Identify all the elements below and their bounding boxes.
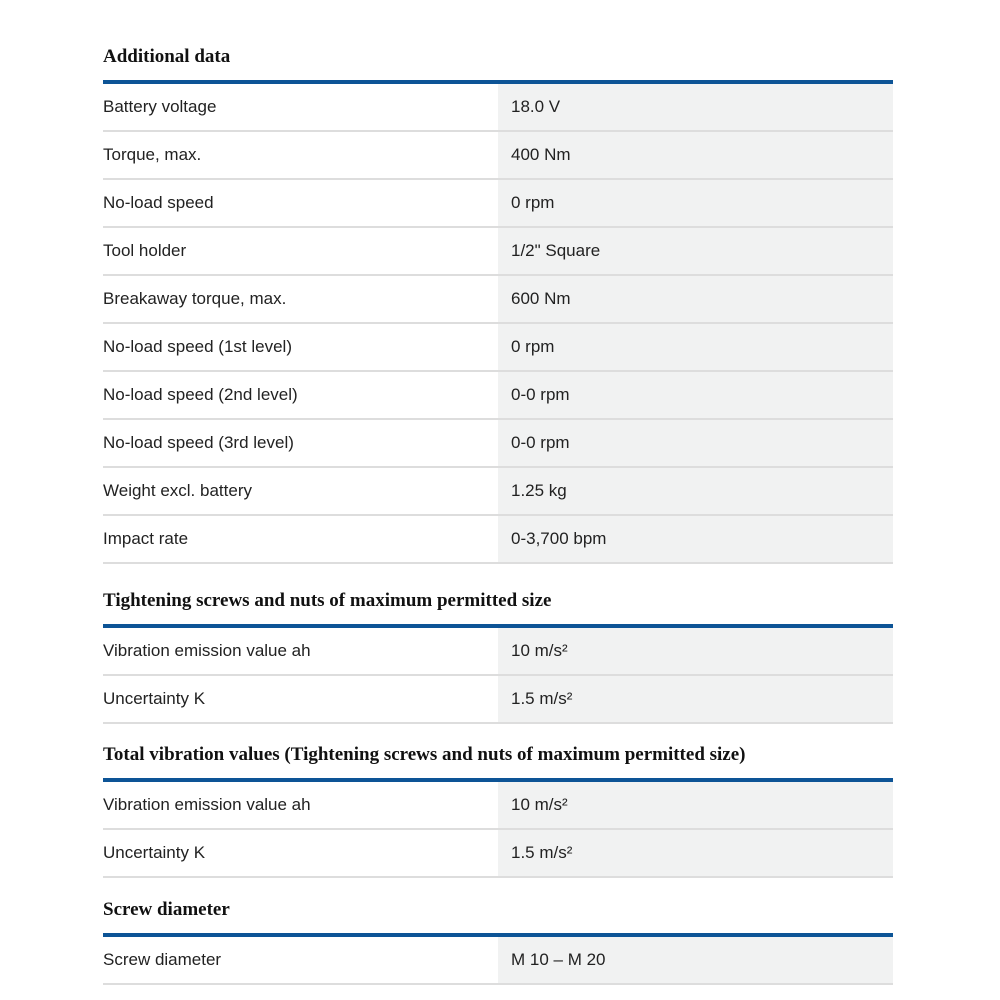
section-screw-diameter	[103, 898, 893, 985]
table-row	[103, 937, 893, 985]
table-row	[103, 132, 893, 180]
section-total-vibration	[103, 743, 893, 878]
spec-label: No-load speed	[103, 193, 214, 212]
spec-value: 0 rpm	[498, 324, 893, 370]
section-title: Tightening screws and nuts of maximum permitted size	[103, 590, 552, 611]
table-row	[103, 228, 893, 276]
table-row	[103, 830, 893, 878]
spec-label: Battery voltage	[103, 97, 217, 116]
spec-value: 0 rpm	[498, 180, 893, 226]
spec-label: Screw diameter	[103, 950, 222, 969]
spec-label: Breakaway torque, max.	[103, 289, 287, 308]
spec-label: Vibration emission value ah	[103, 641, 311, 660]
spec-value: 0-0 rpm	[498, 372, 893, 418]
section-additional-data	[103, 45, 893, 564]
section-title: Screw diameter	[103, 899, 230, 920]
spec-label: No-load speed (1st level)	[103, 337, 292, 356]
spec-value: 1.25 kg	[498, 468, 893, 514]
table-row	[103, 372, 893, 420]
spec-value: 0-0 rpm	[498, 420, 893, 466]
spec-value: 600 Nm	[498, 276, 893, 322]
table-row	[103, 180, 893, 228]
spec-label: Tool holder	[103, 241, 187, 260]
section-tightening-screws	[103, 589, 893, 724]
table-row	[103, 468, 893, 516]
table-row	[103, 676, 893, 724]
spec-value: 10 m/s²	[498, 628, 893, 674]
spec-label: No-load speed (3rd level)	[103, 433, 294, 452]
spec-value: 10 m/s²	[498, 782, 893, 828]
section-title: Total vibration values (Tightening screws and nuts of maximum permitted size)	[103, 744, 746, 765]
spec-label: Uncertainty K	[103, 843, 206, 862]
spec-value: 1.5 m/s²	[498, 676, 893, 722]
table-row	[103, 420, 893, 468]
spec-value: 18.0 V	[498, 84, 893, 130]
table-row	[103, 324, 893, 372]
section-title: Additional data	[103, 46, 231, 67]
spec-label: Torque, max.	[103, 145, 202, 164]
table-row	[103, 276, 893, 324]
spec-label: Uncertainty K	[103, 689, 206, 708]
spec-value: 1.5 m/s²	[498, 830, 893, 876]
spec-value: 0-3,700 bpm	[498, 516, 893, 562]
table-row	[103, 782, 893, 830]
spec-value: 400 Nm	[498, 132, 893, 178]
table-row	[103, 84, 893, 132]
spec-label: Impact rate	[103, 529, 189, 548]
spec-value: M 10 – M 20	[498, 937, 893, 983]
spec-label: Vibration emission value ah	[103, 795, 311, 814]
table-row	[103, 628, 893, 676]
spec-value: 1/2" Square	[498, 228, 893, 274]
table-row	[103, 516, 893, 564]
spec-label: Weight excl. battery	[103, 481, 252, 500]
spec-label: No-load speed (2nd level)	[103, 385, 298, 404]
